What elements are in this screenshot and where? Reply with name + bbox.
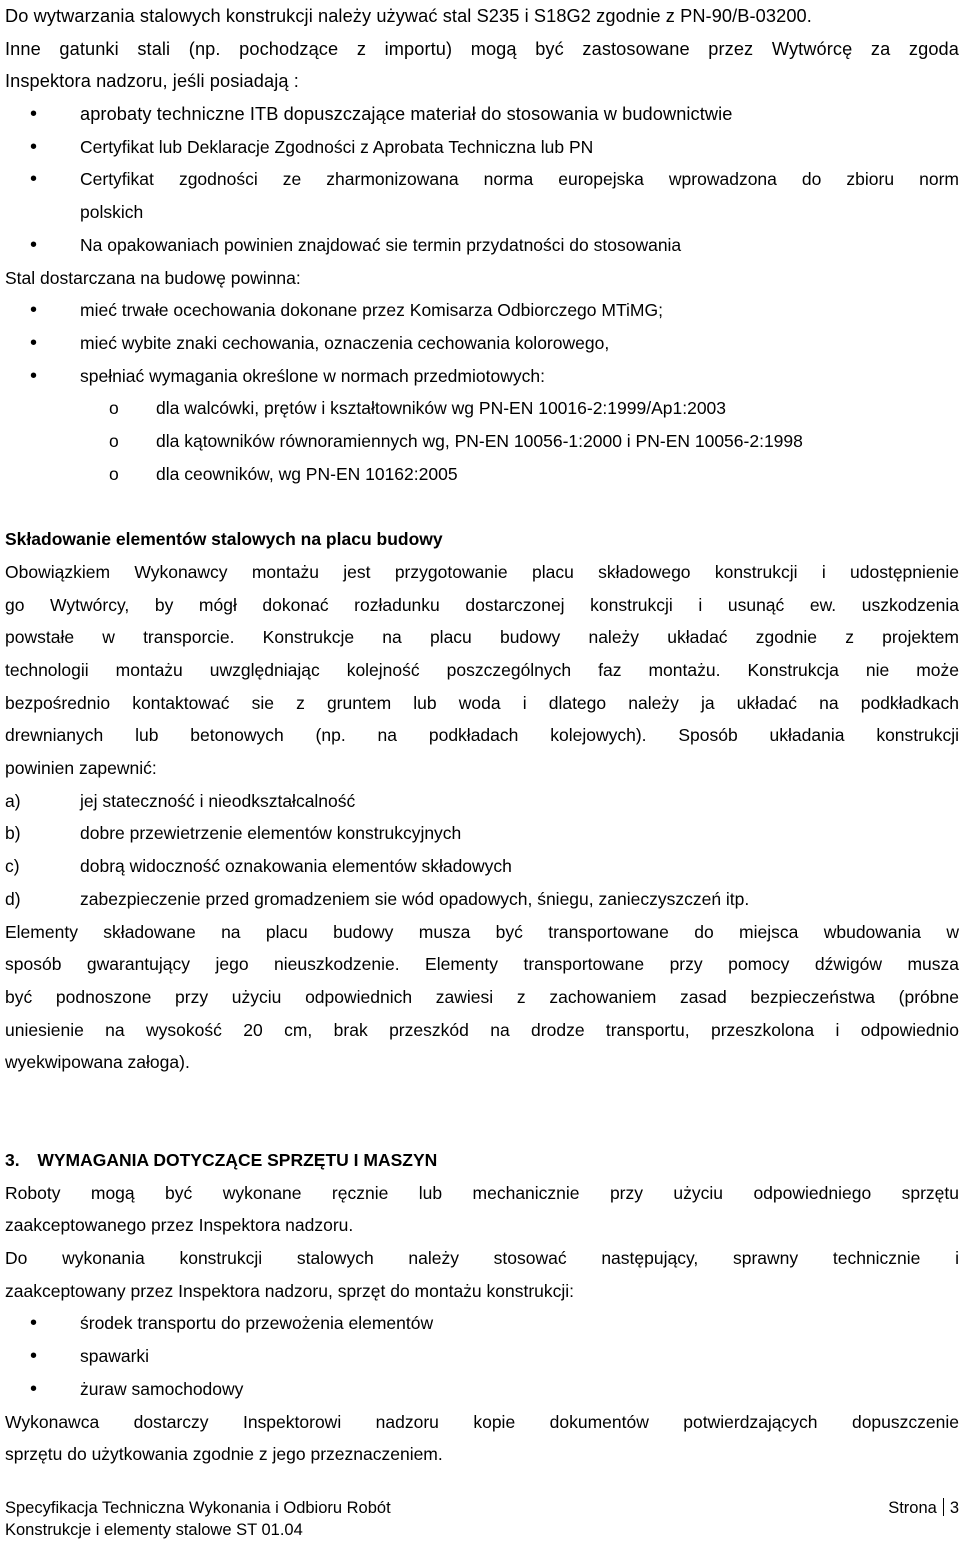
delivery-bullet-list: [5, 294, 959, 392]
list-item: • środek transportu do przewożenia elementów: [5, 1307, 959, 1340]
equipment-bullet-list: [5, 1307, 959, 1405]
paragraph-line: Do wykonania konstrukcji stalowych należy stosować następujący, sprawny technicznie i: [5, 1248, 959, 1269]
storage-requirements-list: [5, 785, 959, 916]
intro-line: Inspektora nadzoru, jeśli posiadają :: [5, 71, 299, 92]
list-item-text: zabezpieczenie przed gromadzeniem sie wód opadowych, śniegu, zanieczyszczeń itp.: [80, 888, 750, 909]
list-marker: a): [5, 790, 21, 811]
list-item: [5, 785, 959, 818]
list-item: • mieć wybite znaki cechowania, oznaczenia cechowania kolorowego,: [5, 327, 959, 360]
document-page: [5, 0, 959, 1471]
list-item: [5, 850, 959, 883]
list-item-text: • Certyfikat zgodności ze zharmonizowana norma europejska wprowadzona do zbioru norm: [80, 169, 959, 190]
list-item: [5, 458, 959, 491]
standards-sublist: [5, 392, 959, 490]
list-item: • Certyfikat lub Deklaracje Zgodności z Aprobata Techniczna lub PN: [5, 131, 959, 164]
paragraph-line: sposób gwarantujący jego nieuszkodzenie. Elementy transportowane przy pomocy dźwigów musza: [5, 954, 959, 975]
list-item-text: jej stateczność i nieodkształcalność: [80, 790, 356, 811]
list-item: • aprobaty techniczne ITB dopuszczające materiał do stosowania w budownictwie: [5, 98, 959, 131]
paragraph-line: bezpośrednio kontaktować sie z gruntem lub woda i dlatego należy ja układać na podkładkach: [5, 692, 959, 713]
intro-bullet-list: [5, 98, 959, 262]
section-3-paragraph-2: [5, 1242, 959, 1307]
sub-marker: o: [109, 398, 119, 419]
sub-marker: o: [109, 463, 119, 484]
sub-item-text: dla kątowników równoramiennych wg, PN-EN 10056-1:2000 i PN-EN 10056-2:1998: [156, 431, 803, 452]
paragraph-line: być podnoszone przy użyciu odpowiednich zawiesi z zachowaniem zasad bezpieczeństwa (próbne: [5, 986, 959, 1007]
list-marker: c): [5, 856, 20, 877]
paragraph-line: Elementy składowane na placu budowy musza być transportowane do miejsca wbudowania w: [5, 921, 959, 942]
intro-paragraph: [5, 0, 959, 98]
page-footer: [5, 1497, 959, 1541]
list-item: [5, 392, 959, 425]
sub-marker: o: [109, 431, 119, 452]
section-3-heading: [5, 1144, 959, 1177]
intro-line: Do wytwarzania stalowych konstrukcji należy używać stal S235 i S18G2 zgodnie z PN-90/B-03200.: [5, 6, 812, 26]
sub-item-text: dla walcówki, prętów i kształtowników wg PN-EN 10016-2:1999/Ap1:2003: [156, 398, 727, 419]
list-item: [5, 425, 959, 458]
list-marker: b): [5, 823, 21, 844]
paragraph-line: zaakceptowany przez Inspektora nadzoru, sprzęt do montażu konstrukcji:: [5, 1280, 575, 1301]
list-item: • spawarki: [5, 1340, 959, 1373]
sub-item-text: dla ceowników, wg PN-EN 10162:2005: [156, 463, 458, 484]
paragraph-line: go Wytwórcy, by mógł dokonać rozładunku dostarczonej konstrukcji i usunąć ew. uszkodzenia: [5, 594, 959, 615]
page-number: 3: [949, 1499, 959, 1517]
list-item: • Na opakowaniach powinien znajdować sie termin przydatności do stosowania: [5, 229, 959, 262]
list-item: [5, 883, 959, 916]
list-item-text: dobre przewietrzenie elementów konstrukcyjnych: [80, 823, 462, 844]
section-3-paragraph-1: [5, 1177, 959, 1242]
footer-section-code: Konstrukcje i elementy stalowe ST 01.04: [5, 1521, 303, 1539]
storage-heading: Składowanie elementów stalowych na placu budowy: [5, 529, 443, 550]
section-title: WYMAGANIA DOTYCZĄCE SPRZĘTU I MASZYN: [37, 1149, 438, 1170]
intro-line: Inne gatunki stali (np. pochodzące z importu) mogą być zastosowane przez Wytwórcę za zgoda: [5, 38, 959, 59]
list-item: [5, 817, 959, 850]
paragraph-line: technologii montażu uwzględniając kolejność poszczególnych faz montażu. Konstrukcja nie może: [5, 659, 959, 680]
paragraph-line: Obowiązkiem Wykonawcy montażu jest przygotowanie placu składowego konstrukcji i udostępnienie: [5, 561, 959, 582]
paragraph-line: powstałe w transporcie. Konstrukcje na placu budowy należy układać zgodnie z projektem: [5, 627, 959, 648]
delivery-lead: Stal dostarczana na budowę powinna:: [5, 267, 301, 288]
paragraph-line: sprzętu do użytkowania zgodnie z jego przeznaczeniem.: [5, 1444, 443, 1465]
page-separator: [943, 1498, 944, 1516]
paragraph-line: Wykonawca dostarczy Inspektorowi nadzoru kopie dokumentów potwierdzających dopuszczenie: [5, 1411, 959, 1432]
storage-paragraph-1: [5, 556, 959, 785]
footer-spec-title: Specyfikacja Techniczna Wykonania i Odbioru Robót: [5, 1499, 391, 1517]
list-marker: d): [5, 888, 21, 909]
paragraph-line: Roboty mogą być wykonane ręcznie lub mechanicznie przy użyciu odpowiedniego sprzętu: [5, 1182, 959, 1203]
paragraph-line: powinien zapewnić:: [5, 758, 157, 779]
list-item-text: dobrą widoczność oznakowania elementów składowych: [80, 856, 512, 877]
list-item: • żuraw samochodowy: [5, 1373, 959, 1406]
list-item: [5, 163, 959, 228]
list-item: • mieć trwałe ocechowania dokonane przez Komisarza Odbiorczego MTiMG;: [5, 294, 959, 327]
section-3-paragraph-3: [5, 1406, 959, 1471]
list-item: • spełniać wymagania określone w normach przedmiotowych:: [5, 360, 959, 393]
footer-page-indicator: [888, 1497, 959, 1519]
paragraph-line: zaakceptowanego przez Inspektora nadzoru.: [5, 1215, 354, 1236]
paragraph-line: uniesienie na wysokość 20 cm, brak przeszkód na drodze transportu, przeszkolona i odpowiednio: [5, 1019, 959, 1040]
paragraph-line: wyekwipowana załoga).: [5, 1052, 190, 1073]
section-number: 3.: [5, 1149, 20, 1170]
storage-paragraph-2: [5, 916, 959, 1079]
list-item-text-cont: polskich: [80, 202, 144, 223]
page-label: Strona: [888, 1499, 937, 1517]
paragraph-line: drewnianych lub betonowych (np. na podkładach kolejowych). Sposób układania konstrukcji: [5, 725, 959, 746]
